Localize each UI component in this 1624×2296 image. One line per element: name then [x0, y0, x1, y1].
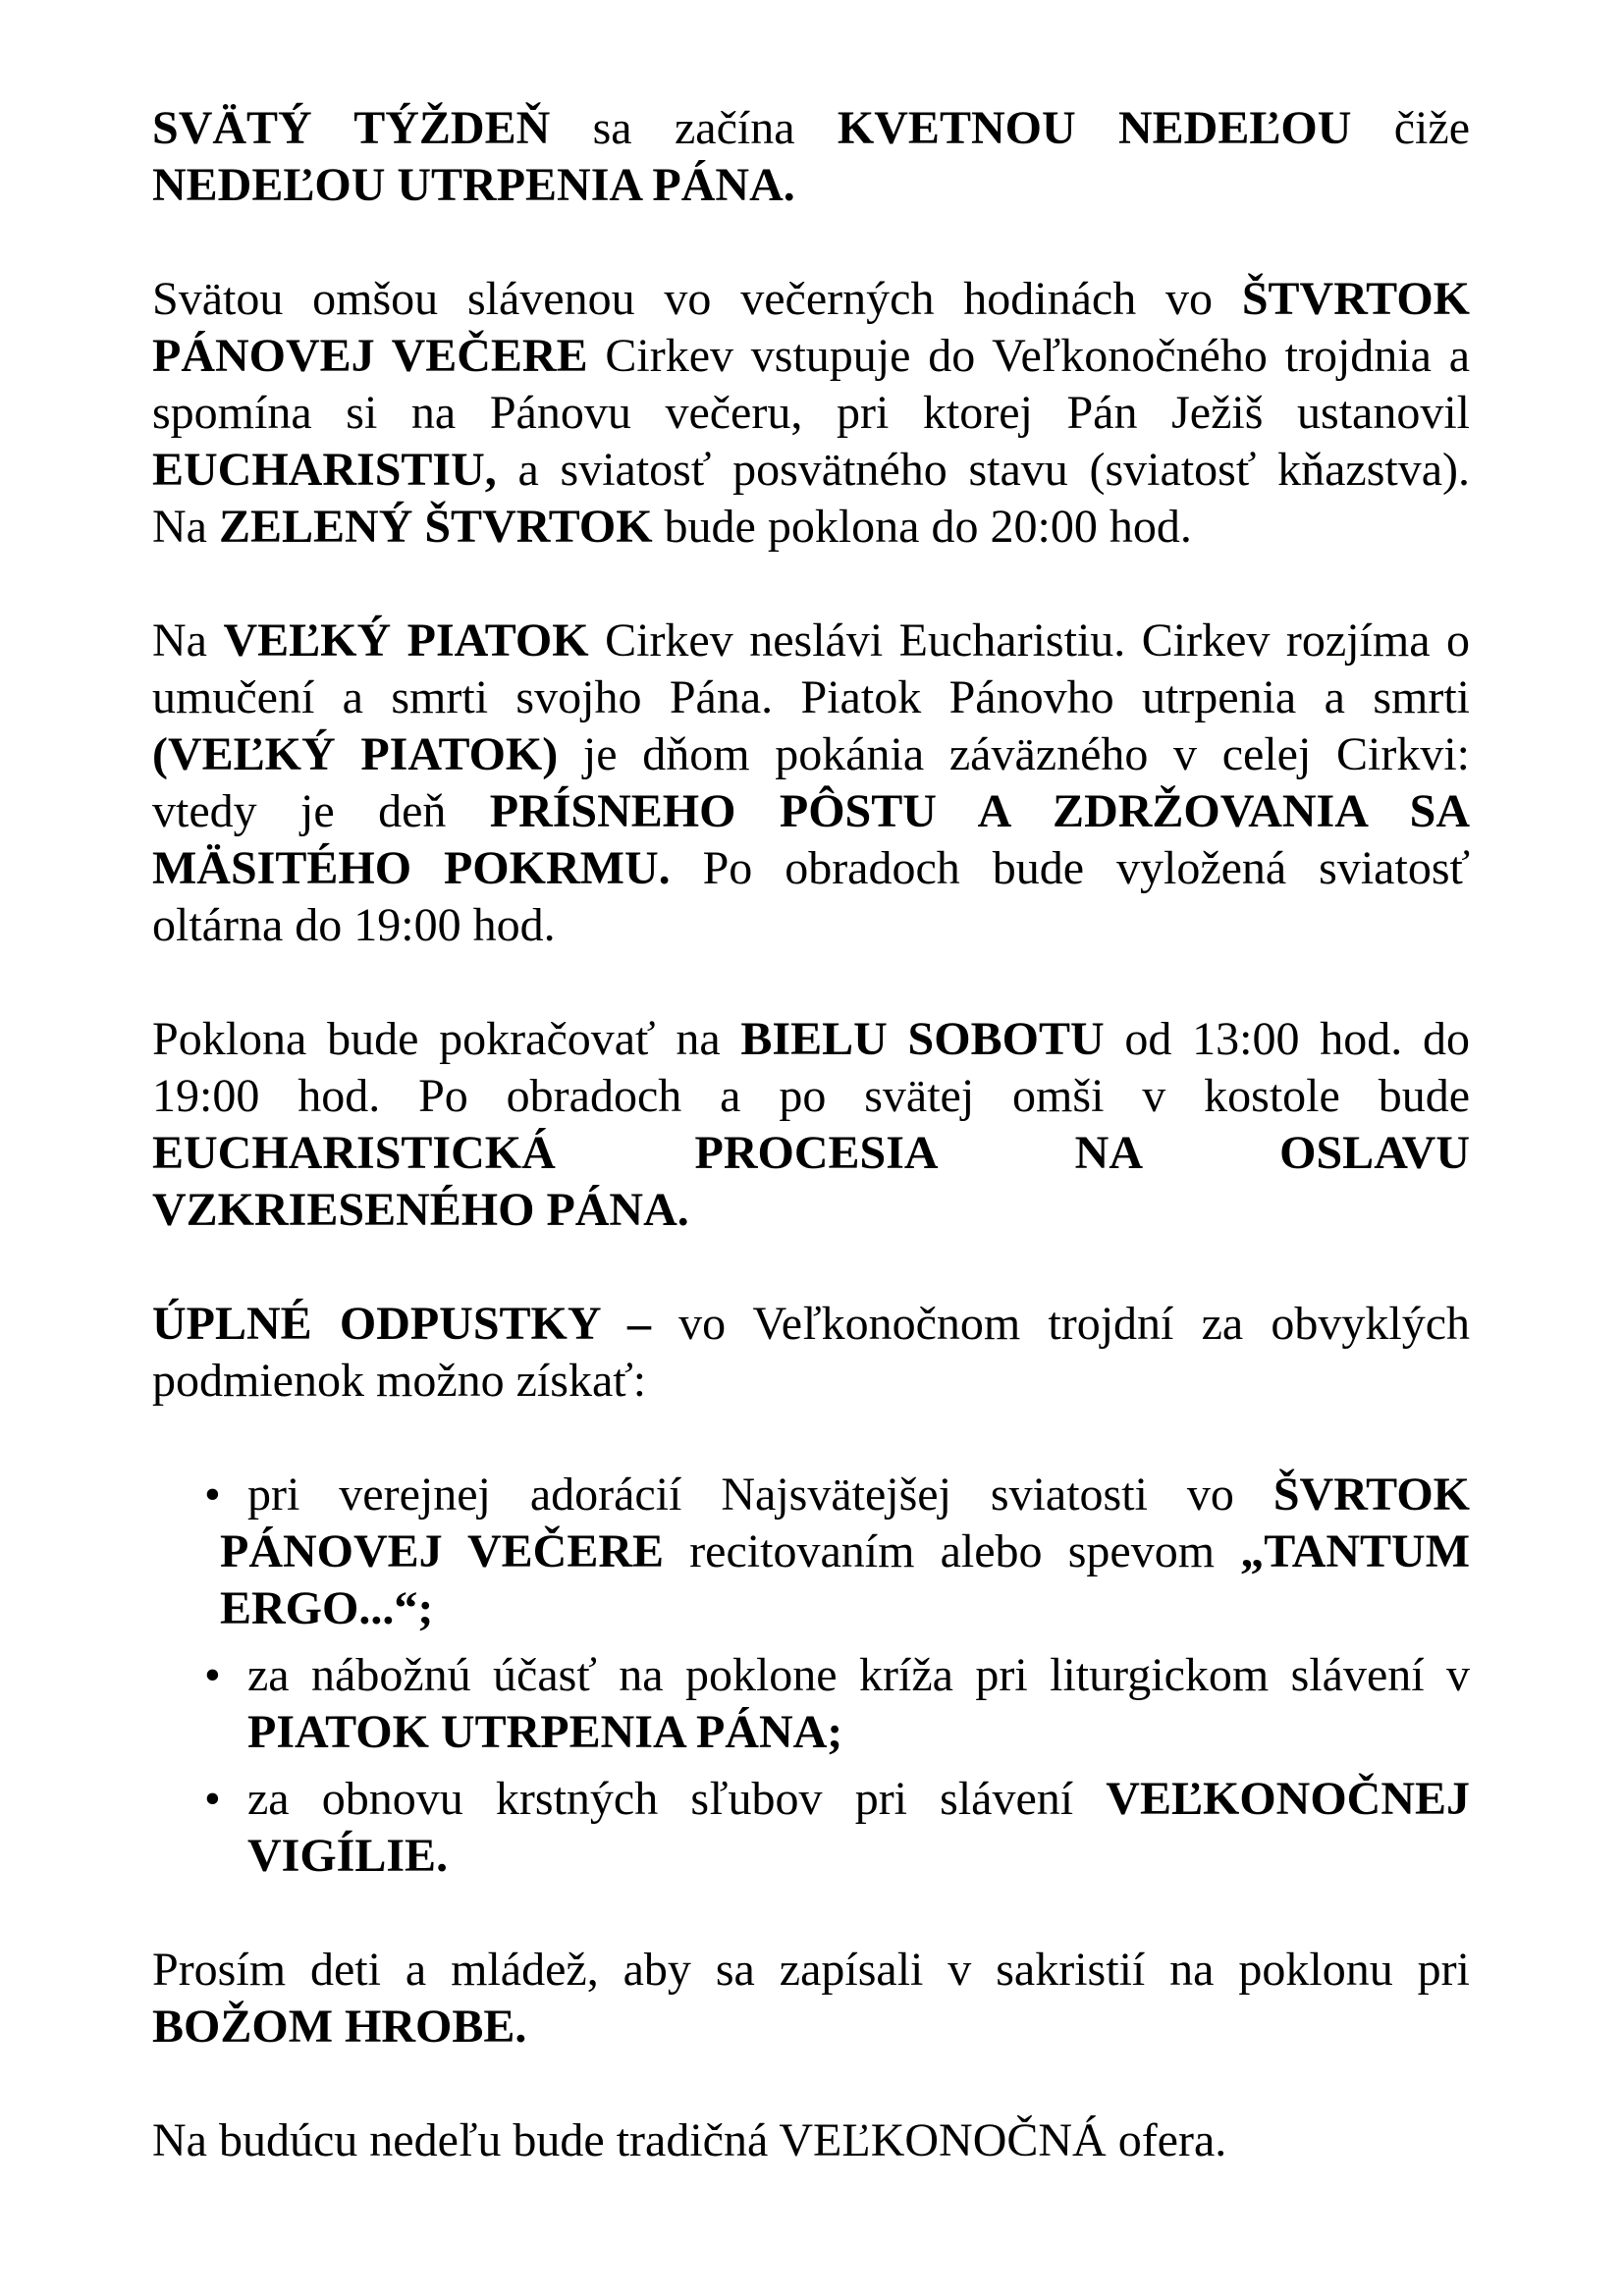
bullet-icon: • [204, 1773, 221, 1825]
bullet-icon: • [204, 1649, 221, 1701]
text-run: sa začína [550, 102, 838, 154]
bullet-icon: • [204, 1468, 221, 1521]
text-run: Poklona bude pokračovať na [152, 1013, 741, 1065]
text-run: ÚPLNÉ ODPUSTKY – [152, 1298, 651, 1350]
list-item-indulgence-adoration [152, 1467, 1470, 1637]
paragraph-sacristy-request [152, 1942, 1470, 2056]
text-run: ŠTVRTOK PÁNOVEJ VEČERE [152, 273, 1470, 382]
paragraph-easter-offering [152, 2112, 1470, 2169]
text-run: čiže [1351, 102, 1470, 154]
text-run: SVÄTÝ TÝŽDEŇ [152, 102, 551, 154]
text-run: a sviatosť posvätného stavu (sviatosť kňazstva). Na [152, 444, 1470, 553]
text-run: „TANTUM ERGO...“; [220, 1525, 1470, 1634]
text-run: BOŽOM HROBE. [152, 2001, 527, 2053]
text-run: Na budúcu nedeľu bude tradičná VEĽKONOČNÁ ofera. [152, 2114, 1227, 2166]
text-run: (VEĽKÝ PIATOK) [152, 728, 559, 780]
text-run: Svätou omšou slávenou vo večerných hodinách vo [152, 273, 1242, 325]
text-run: pri verejnej adorácií Najsvätejšej sviatosti vo [247, 1468, 1273, 1521]
text-run: Cirkev vstupuje do Veľkonočného trojdnia a spomína si na Pánovu večeru, pri ktorej Pán Ježiš ustanovil [152, 330, 1470, 439]
paragraph-holy-thursday [152, 271, 1470, 556]
text-run: za obnovu krstných sľubov pri slávení [247, 1773, 1107, 1825]
text-run: KVETNOU NEDEĽOU [837, 102, 1352, 154]
text-run: vo Veľkonočnom trojdní za obvyklých podmienok možno získať: [152, 1298, 1470, 1407]
paragraph-indulgences-intro [152, 1296, 1470, 1410]
text-run: VEĽKONOČNEJ VIGÍLIE. [247, 1773, 1470, 1882]
text-run: Cirkev neslávi Eucharistiu. Cirkev rozjíma o umučení a smrti svojho Pána. Piatok Pánovho utrpenia a smrti [152, 614, 1471, 723]
text-run: je dňom pokánia záväzného v celej Cirkvi: vtedy je deň [152, 728, 1470, 837]
list-item-indulgence-vigil [152, 1771, 1470, 1885]
paragraph-holy-week-intro [152, 100, 1470, 214]
text-run: ŠVRTOK PÁNOVEJ VEČERE [220, 1468, 1470, 1577]
indulgences-list [152, 1467, 1470, 1885]
text-run: Po obradoch bude vyložená sviatosť oltárna do 19:00 hod. [152, 842, 1471, 951]
text-run: PRÍSNEHO PÔSTU A ZDRŽOVANIA SA MÄSITÉHO POKRMU. [152, 785, 1470, 894]
text-run: bude poklona do 20:00 hod. [652, 501, 1192, 553]
text-run: od 13:00 hod. do 19:00 hod. Po obradoch a po svätej omši v kostole bude [152, 1013, 1471, 1122]
text-run: za nábožnú účasť na poklone kríža pri liturgickom slávení v [247, 1649, 1470, 1701]
text-run: VEĽKÝ PIATOK [223, 614, 589, 667]
text-run: PIATOK UTRPENIA PÁNA; [247, 1706, 843, 1758]
paragraph-holy-saturday [152, 1011, 1470, 1239]
text-run: BIELU SOBOTU [740, 1013, 1105, 1065]
text-run: Prosím deti a mládež, aby sa zapísali v sakristií na poklonu pri [152, 1944, 1470, 1996]
list-item-indulgence-cross [152, 1647, 1470, 1761]
text-run: Na [152, 614, 224, 667]
text-run: recitovaním alebo spevom [664, 1525, 1241, 1577]
paragraph-good-friday [152, 613, 1470, 954]
text-run: ZELENÝ ŠTVRTOK [218, 501, 653, 553]
text-run: EUCHARISTIU, [152, 444, 497, 496]
text-run: NEDEĽOU UTRPENIA PÁNA. [152, 159, 795, 211]
text-run: EUCHARISTICKÁ PROCESIA NA OSLAVU VZKRIESENÉHO PÁNA. [152, 1127, 1470, 1236]
